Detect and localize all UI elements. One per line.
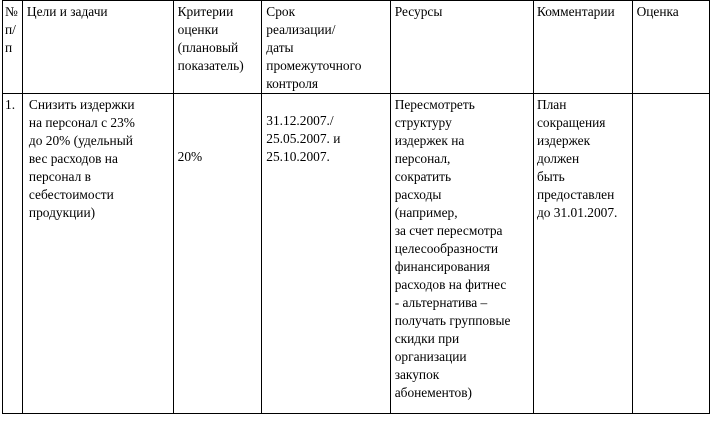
cell-number: 1. [3, 94, 23, 414]
cell-deadline [262, 94, 390, 414]
cell-goal: Снизить издержки на персонал с 23% до 20% (удельный вес расходов на персонал в себестоимости продукции) [22, 94, 173, 414]
header-rating: Оценка [632, 1, 709, 94]
header-comments: Комментарии [533, 1, 632, 94]
header-resources: Ресурсы [390, 1, 533, 94]
header-goals: Цели и задачи [22, 1, 173, 94]
header-deadline: Срок реализации/ даты промежуточного контроля [262, 1, 390, 94]
cell-criteria [173, 94, 262, 414]
cell-rating [632, 94, 709, 414]
header-criteria: Критерии оценки (плановый показатель) [173, 1, 262, 94]
header-number: № п/ п [3, 1, 23, 94]
criteria-value: 20% [177, 149, 203, 164]
table-wrapper [2, 0, 710, 414]
cell-resources: Пересмотреть структуру издержек на персонал, сократить расходы (например, за счет пересмотра целесообразности финансирования расходов на фитнес - альтернатива – получать групповые скидки при организации закупок абонементов) [390, 94, 533, 414]
goals-table [2, 0, 710, 414]
header-row [3, 1, 710, 94]
cell-comment: План сокращения издержек должен быть предоставлен до 31.01.2007. [533, 94, 632, 414]
deadline-value: 31.12.2007./ 25.05.2007. и 25.10.2007. [266, 113, 341, 164]
table-row [3, 94, 710, 414]
